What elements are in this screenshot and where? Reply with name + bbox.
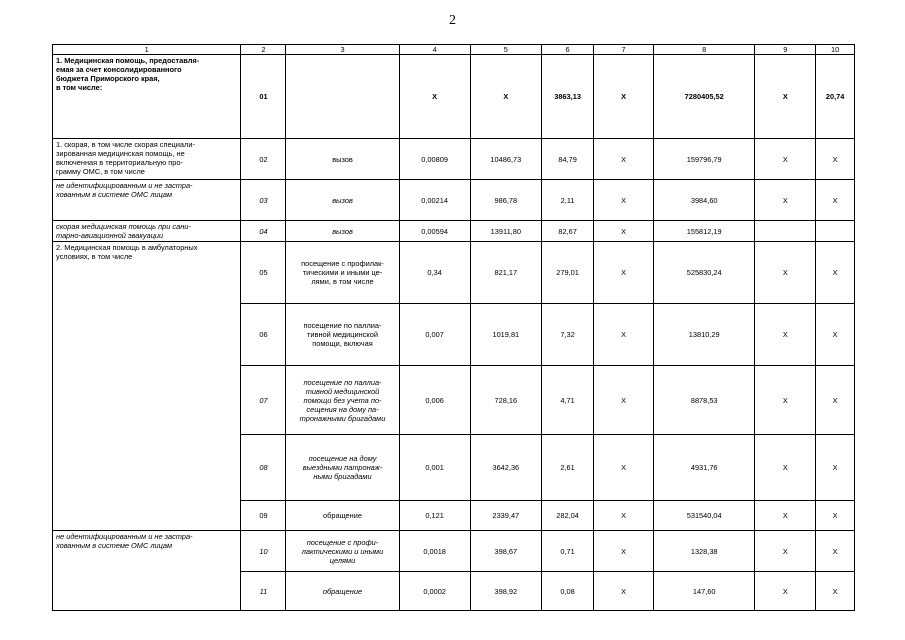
table-cell: Х — [755, 435, 816, 501]
table-cell: 07 — [241, 366, 286, 435]
table-cell: Х — [594, 55, 654, 139]
table-cell: 08 — [241, 435, 286, 501]
table-cell: 03 — [241, 180, 286, 221]
table-cell: 7280405,52 — [653, 55, 755, 139]
table-cell: 05 — [241, 242, 286, 304]
table-cell: 10486,73 — [470, 139, 541, 180]
table-cell: Х — [755, 531, 816, 572]
column-header: 8 — [653, 45, 755, 55]
table-cell: Х — [755, 366, 816, 435]
table-cell: 1328,38 — [653, 531, 755, 572]
column-header: 1 — [53, 45, 241, 55]
table-cell: Х — [816, 139, 855, 180]
table-cell: 8878,53 — [653, 366, 755, 435]
table-cell: Х — [594, 180, 654, 221]
table-cell: Х — [816, 531, 855, 572]
table-cell: посещение по паллиа- тивной медицинской помощи, включая — [286, 304, 399, 366]
table-cell: 2339,47 — [470, 501, 541, 531]
budget-table — [52, 44, 855, 611]
table-cell: обращение — [286, 501, 399, 531]
header-row — [53, 45, 855, 55]
table-cell: Х — [755, 501, 816, 531]
table-cell: 531540,04 — [653, 501, 755, 531]
table-cell: 155812,19 — [653, 221, 755, 242]
table-cell: Х — [755, 304, 816, 366]
table-cell: 04 — [241, 221, 286, 242]
table-cell: посещение на дому выездными патронаж- ными бригадами — [286, 435, 399, 501]
table-cell: 7,32 — [541, 304, 593, 366]
table-cell: 10 — [241, 531, 286, 572]
table-cell: обращение — [286, 572, 399, 611]
column-header: 5 — [470, 45, 541, 55]
row-label-cell: 1. Медицинская помощь, предоставля- емая за счет консолидированного бюджета Приморского края, в том числе: — [53, 55, 241, 139]
table-cell: Х — [816, 366, 855, 435]
table-cell: 2,11 — [541, 180, 593, 221]
row-label-cell: не идентифицированным и не застра- хованным в системе ОМС лицам — [53, 180, 241, 221]
table-row — [53, 221, 855, 242]
column-header: 9 — [755, 45, 816, 55]
table-cell: 282,04 — [541, 501, 593, 531]
table-cell: Х — [594, 366, 654, 435]
table-cell: Х — [594, 221, 654, 242]
table-cell: Х — [755, 139, 816, 180]
table-cell: вызов — [286, 139, 399, 180]
column-header: 7 — [594, 45, 654, 55]
row-label-cell: не идентифицированным и не застра- хованным в системе ОМС лицам — [53, 531, 241, 611]
table-cell: Х — [470, 55, 541, 139]
column-header: 3 — [286, 45, 399, 55]
table-cell: 0,001 — [399, 435, 470, 501]
table-cell: Х — [755, 572, 816, 611]
table-cell: 13911,80 — [470, 221, 541, 242]
table-cell: Х — [755, 242, 816, 304]
table-cell: 01 — [241, 55, 286, 139]
table-cell: 0,121 — [399, 501, 470, 531]
table-cell: 0,0018 — [399, 531, 470, 572]
table-row — [53, 139, 855, 180]
table-cell — [816, 221, 855, 242]
table-cell: 06 — [241, 304, 286, 366]
table-cell: 398,92 — [470, 572, 541, 611]
table-cell: 279,01 — [541, 242, 593, 304]
row-label-cell: 1. скорая, в том числе скорая специали- зированная медицинская помощь, не включенная в территориальную про- грамму ОМС, в том числе — [53, 139, 241, 180]
column-header: 2 — [241, 45, 286, 55]
table-cell: 2,61 — [541, 435, 593, 501]
table-cell: 821,17 — [470, 242, 541, 304]
table-cell: 4931,76 — [653, 435, 755, 501]
table-cell: Х — [399, 55, 470, 139]
table-cell: 0,0002 — [399, 572, 470, 611]
table-cell: 11 — [241, 572, 286, 611]
table-cell: 728,16 — [470, 366, 541, 435]
table-cell: Х — [816, 435, 855, 501]
table-cell: 3863,13 — [541, 55, 593, 139]
table-cell: Х — [816, 501, 855, 531]
table-cell: Х — [594, 139, 654, 180]
table-cell — [755, 221, 816, 242]
table-row — [53, 242, 855, 304]
table-cell — [286, 55, 399, 139]
table-cell: 82,67 — [541, 221, 593, 242]
table-cell: 13810,29 — [653, 304, 755, 366]
row-label-cell: скорая медицинская помощь при сани- тарно-авиационной эвакуации — [53, 221, 241, 242]
table-cell: Х — [594, 242, 654, 304]
table-cell: вызов — [286, 221, 399, 242]
column-header: 4 — [399, 45, 470, 55]
table-cell: 0,00809 — [399, 139, 470, 180]
table-cell: 02 — [241, 139, 286, 180]
table-cell: посещение с профилак- тическими и иными це- лями, в том числе — [286, 242, 399, 304]
table-cell: Х — [594, 572, 654, 611]
table-row — [53, 531, 855, 572]
table-cell: Х — [594, 501, 654, 531]
table-cell: 0,007 — [399, 304, 470, 366]
table-cell: 0,006 — [399, 366, 470, 435]
table-cell: Х — [816, 242, 855, 304]
table-cell: 09 — [241, 501, 286, 531]
table-cell: 20,74 — [816, 55, 855, 139]
table-cell: 0,08 — [541, 572, 593, 611]
table-cell: 147,60 — [653, 572, 755, 611]
table-cell: Х — [755, 180, 816, 221]
table-cell: вызов — [286, 180, 399, 221]
table-cell: 0,00214 — [399, 180, 470, 221]
row-label-cell: 2. Медицинская помощь в амбулаторных условиях, в том числе — [53, 242, 241, 531]
table-cell: Х — [594, 304, 654, 366]
table-cell: 1019,81 — [470, 304, 541, 366]
table-cell: 525830,24 — [653, 242, 755, 304]
table-cell: 4,71 — [541, 366, 593, 435]
table-cell: 398,67 — [470, 531, 541, 572]
table-row — [53, 180, 855, 221]
table-cell: посещение с профи- лактическими и иными целями — [286, 531, 399, 572]
table-cell: 0,71 — [541, 531, 593, 572]
table-cell: Х — [594, 435, 654, 501]
table-cell: 0,34 — [399, 242, 470, 304]
table-cell: Х — [755, 55, 816, 139]
table-cell: Х — [816, 572, 855, 611]
table-cell: 84,79 — [541, 139, 593, 180]
column-header: 6 — [541, 45, 593, 55]
table-row — [53, 55, 855, 139]
table-cell: Х — [816, 304, 855, 366]
table-cell: посещение по паллиа- тивной медицинской помощи без учета по- сещения на дому па- тронажными бригадами — [286, 366, 399, 435]
table-cell: 3984,60 — [653, 180, 755, 221]
table-cell: 159796,79 — [653, 139, 755, 180]
table-cell: 986,78 — [470, 180, 541, 221]
page-number: 2 — [449, 13, 456, 28]
table-cell: 0,00594 — [399, 221, 470, 242]
column-header: 10 — [816, 45, 855, 55]
table-cell: Х — [816, 180, 855, 221]
table-cell: Х — [594, 531, 654, 572]
table-cell: 3642,36 — [470, 435, 541, 501]
